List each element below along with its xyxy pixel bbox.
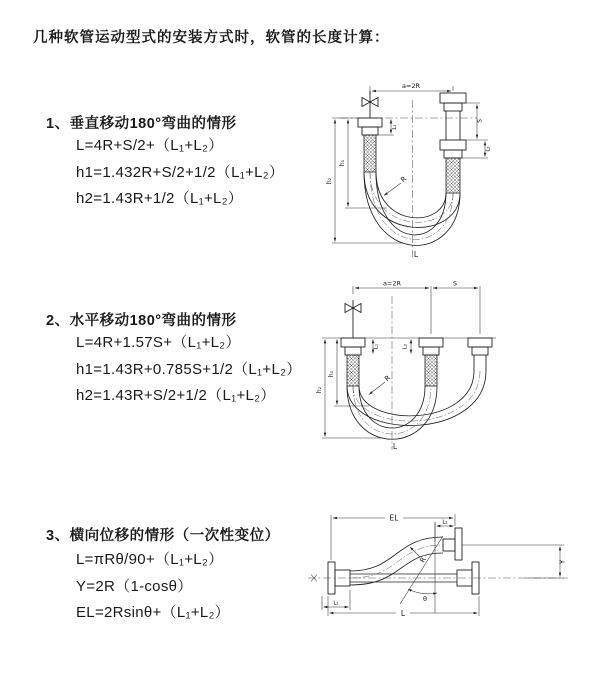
dim-label-l1: L₁ bbox=[392, 124, 398, 130]
formula-line: L=πRθ/90+（L₁+L₂） bbox=[76, 551, 224, 568]
dim-label-l1: L₁ bbox=[442, 519, 448, 526]
dim-label-a2r: a=2R bbox=[382, 279, 402, 288]
formula-line: h2=1.43R+S/2+1/2（L₁+L₂） bbox=[76, 387, 276, 404]
dim-label-theta: θ bbox=[423, 595, 427, 603]
hose-end-fitting-middle bbox=[419, 338, 443, 386]
formula-line: L=4R+S/2+（L₁+L₂） bbox=[76, 137, 224, 154]
formula-line: h1=1.43R+0.785S+1/2（L₁+L₂） bbox=[76, 360, 302, 378]
hose-end-fitting-left bbox=[341, 338, 365, 386]
dim-label-l2: L₂ bbox=[402, 343, 409, 350]
dim-label-y: Y bbox=[558, 559, 567, 565]
formula-line: h1=1.432R+S/2+1/2（L₁+L₂） bbox=[76, 163, 285, 181]
diagram-vertical-180-bend bbox=[315, 75, 510, 260]
dim-label-h1: h₁ bbox=[339, 159, 346, 167]
hose-displaced-position bbox=[350, 528, 462, 585]
angle-construction bbox=[400, 522, 443, 613]
dim-label-r: R bbox=[418, 555, 428, 565]
hose-end-fitting-right bbox=[440, 93, 466, 193]
dim-label-s: S bbox=[452, 279, 458, 288]
hose-end-fitting-left bbox=[358, 118, 382, 172]
dim-label-h1: h₁ bbox=[328, 370, 335, 378]
dim-label-r: R bbox=[383, 373, 393, 384]
hose-curves bbox=[347, 371, 486, 439]
section-1-formulas bbox=[76, 133, 284, 213]
hose-end-fitting-moved bbox=[468, 338, 492, 371]
formula-line: EL=2Rsinθ+（L₁+L₂） bbox=[76, 604, 230, 621]
dim-label-h2: h₂ bbox=[316, 386, 323, 394]
dim-label-s: S bbox=[476, 119, 484, 123]
formula-line: L=4R+1.57S+（L₁+L₂） bbox=[76, 334, 241, 351]
formula-line: Y=2R（1-cosθ） bbox=[76, 577, 193, 595]
section-3-heading: 3、横向位移的情形（一次性变位） bbox=[46, 528, 280, 544]
dim-label-length: L bbox=[392, 442, 398, 451]
valve-icon bbox=[345, 300, 361, 338]
formula-line: h2=1.43R+1/2（L₁+L₂） bbox=[76, 190, 244, 207]
diagram-horizontal-180-bend bbox=[313, 278, 528, 455]
section-3-formulas bbox=[76, 547, 230, 627]
dim-label-l2: L₂ bbox=[333, 600, 339, 607]
section-2-formulas bbox=[76, 330, 302, 410]
dim-label-h2: h₂ bbox=[326, 177, 333, 185]
dim-label-length: L bbox=[413, 250, 419, 259]
dim-label-length: L bbox=[400, 609, 406, 618]
dim-label-el: EL bbox=[389, 513, 399, 523]
dim-label-r: R bbox=[399, 174, 409, 185]
page-title: 几种软管运动型式的安装方式时，软管的长度计算： bbox=[33, 30, 390, 46]
valve-icon bbox=[362, 91, 378, 118]
dim-label-l2: L₂ bbox=[485, 146, 492, 152]
dim-label-a2r: a=2R bbox=[401, 82, 421, 90]
dim-label-l1: L₁ bbox=[373, 343, 380, 350]
section-2-heading: 2、水平移动180°弯曲的情形 bbox=[46, 313, 237, 329]
section-1-heading: 1、垂直移动180°弯曲的情形 bbox=[46, 116, 237, 132]
diagram-lateral-displacement bbox=[300, 500, 580, 630]
